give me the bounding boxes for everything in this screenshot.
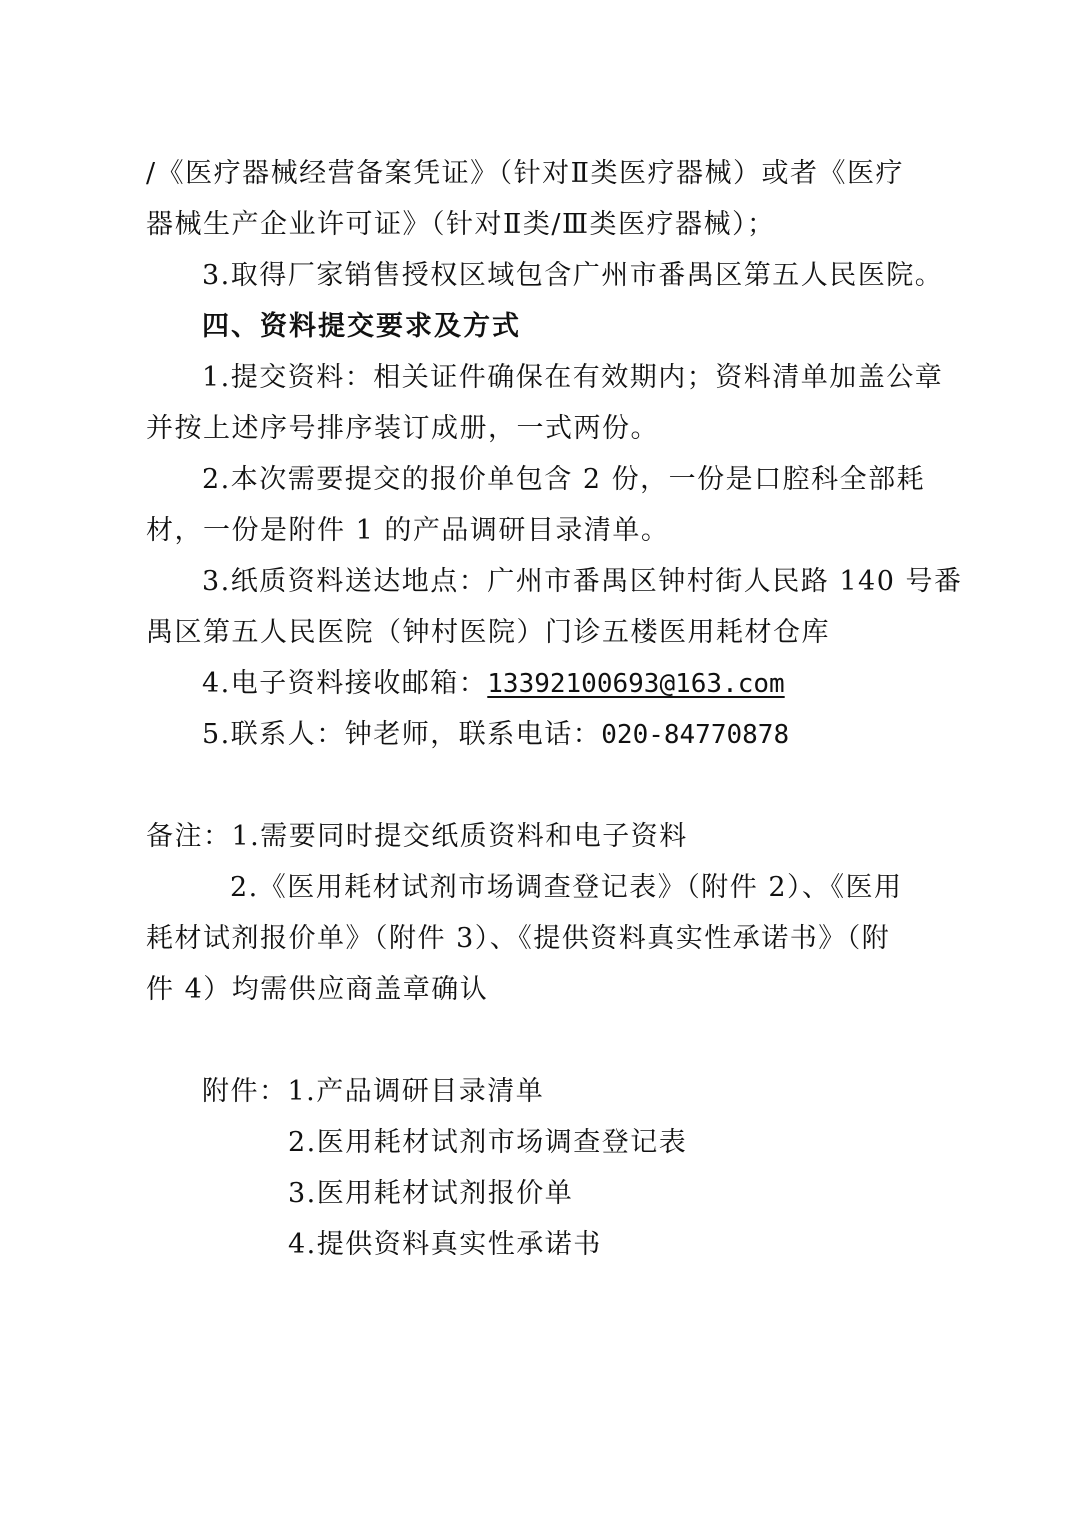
- item2-line1: 2.本次需要提交的报价单包含 2 份，一份是口腔科全部耗: [202, 464, 926, 495]
- item1-line2: 并按上述序号排序装订成册，一式两份。: [146, 413, 659, 444]
- item1-line1: 1.提交资料：相关证件确保在有效期内；资料清单加盖公章: [202, 362, 944, 393]
- item4-line: [202, 664, 785, 704]
- text-line-2: 器械生产企业许可证》（针对Ⅱ类/Ⅲ类医疗器械）；: [146, 209, 776, 240]
- text-line-3: 3.取得厂家销售授权区域包含广州市番禺区第五人民医院。: [202, 260, 944, 291]
- attachment-line-1: 附件：1.产品调研目录清单: [202, 1076, 545, 1107]
- contact-phone: 020-84770878: [601, 720, 790, 750]
- note-line-1: 备注：1.需要同时提交纸质资料和电子资料: [146, 821, 688, 852]
- contact-label: 5.联系人：钟老师，联系电话：: [202, 719, 602, 750]
- item2-line2: 材，一份是附件 1 的产品调研目录清单。: [146, 515, 670, 546]
- attachment-line-2: 2.医用耗材试剂市场调查登记表: [288, 1127, 688, 1158]
- section-heading: 四、资料提交要求及方式: [202, 311, 521, 342]
- text-line-1: /《医疗器械经营备案凭证》（针对Ⅱ类医疗器械）或者《医疗: [146, 158, 904, 189]
- item5-line: [202, 715, 789, 755]
- item3-line1: 3.纸质资料送达地点：广州市番禺区钟村街人民路 140 号番: [202, 566, 963, 597]
- item3-line2: 禺区第五人民医院（钟村医院）门诊五楼医用耗材仓库: [146, 617, 830, 648]
- email-link[interactable]: 13392100693@163.com: [487, 669, 785, 699]
- attachment-line-3: 3.医用耗材试剂报价单: [288, 1178, 574, 1209]
- email-label: 4.电子资料接收邮箱：: [202, 668, 488, 699]
- note-line-3: 耗材试剂报价单》（附件 3）、《提供资料真实性承诺书》（附: [146, 923, 891, 954]
- note-line-4: 件 4）均需供应商盖章确认: [146, 974, 489, 1005]
- note-line-2: 2.《医用耗材试剂市场调查登记表》（附件 2）、《医用: [230, 872, 903, 903]
- attachment-line-4: 4.提供资料真实性承诺书: [288, 1229, 602, 1260]
